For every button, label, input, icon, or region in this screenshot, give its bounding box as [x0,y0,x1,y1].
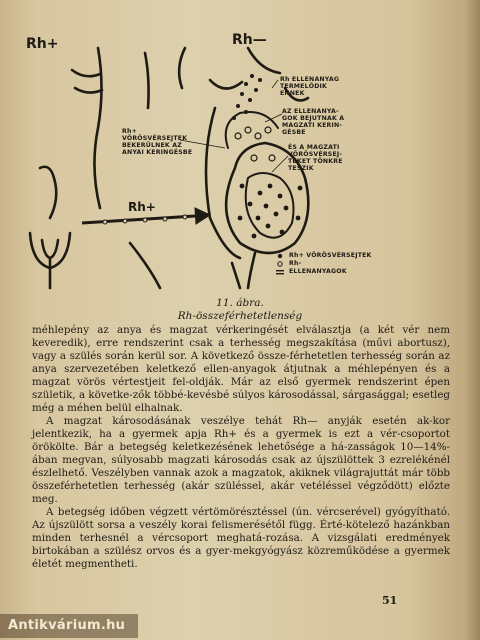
legend-antibodies: ELLENANYAGOK [289,268,347,275]
body-text [32,324,450,571]
antibodies-produced-label: Rh ELLENANYAG TERMELŐDIK ENNEK [280,76,340,97]
paragraph-3: A betegség időben végzett vértömörésztéssel (ún. vércserével) gyógyítható. Az újszülött sorsa a veszély korai felismerésétől függ. Érté-kötelező hazánkban minden terhesnél a vércsoport meghatá-rozása. A vizsgálati eredmények birtokában a szülész orvos és a gyer-mekgyógyász közreműködése a gyermek életét megmentheti. [32,506,450,570]
paragraph-1: méhlepény az anya és magzat vérkeringését elválasztja (a két vér nem keveredik), erre rendszerint csak a terhesség megszakítása (művi abortusz), vagy a szülés során kerül sor. A következő össze-férhetetlen terhesség során az anya szervezetében keletkező ellen-anyagok átjutnak a méhlepényen és a magzat vörös vértestjeit fel-oldják. Már az első gyermek rendszerint épen születik, a követke-zők többé-kevésbé súlyos károsodással, sárgasággal; esetleg még a méhen belül elhalnak. [32,324,450,414]
figure-title: Rh-összeférhetetlenség [177,310,303,322]
rh-minus-mother-label: Rh— [232,32,267,48]
rh-plus-father-label: Rh+ [26,36,59,52]
figure-drawing [10,18,465,293]
paragraph-2: A magzat károsodásának veszélye tehát Rh— anyják esetén ak-kor jelentkezik, ha a gyermek apja Rh+ és a gyermek is ezt a vér-csoportot örökölte. Bár a betegség keletkezésének lehetősége a há-zasságok 10—14%-ában megvan, súlyosabb magzati károsodás csak az újszülöttek 3 ezrelékénél észlelhető. Veszélyben vannak azok a magzatok, akiknek világrajuttát már több összeférhetetlen terhesség (akár szüléssel, akár vetéléssel végződött) előzte meg. [32,415,450,505]
antikvarium-watermark: Antikvárium.hu [0,614,138,638]
legend-rh-minus: Rh- [289,260,302,267]
page-number: 51 [382,594,398,607]
red-cells-enter-label: Rh+ VÖRÖSVÉRSEJTEK BEKERÜLNEK AZ ANYAI KERINGÉSBE [122,128,193,156]
figure-number: 11. ábra. [216,297,264,309]
legend-red-cells: Rh+ VÖRÖSVÉRSEJTEK [289,252,372,259]
left-torso-outline [94,48,101,208]
destroy-red-cells-label: ÉS A MAGZATI VÖRÖSVÉRSEJ- TEKET TÖNKRE TESZIK [288,144,343,172]
antibodies-cross-label: AZ ELLENANYA- GOK BEJUTNAK A MAGZATI KERIN- GÉSBE [282,108,345,136]
rh-plus-arrow-label: Rh+ [128,200,156,214]
rh-incompatibility-figure [10,18,465,293]
